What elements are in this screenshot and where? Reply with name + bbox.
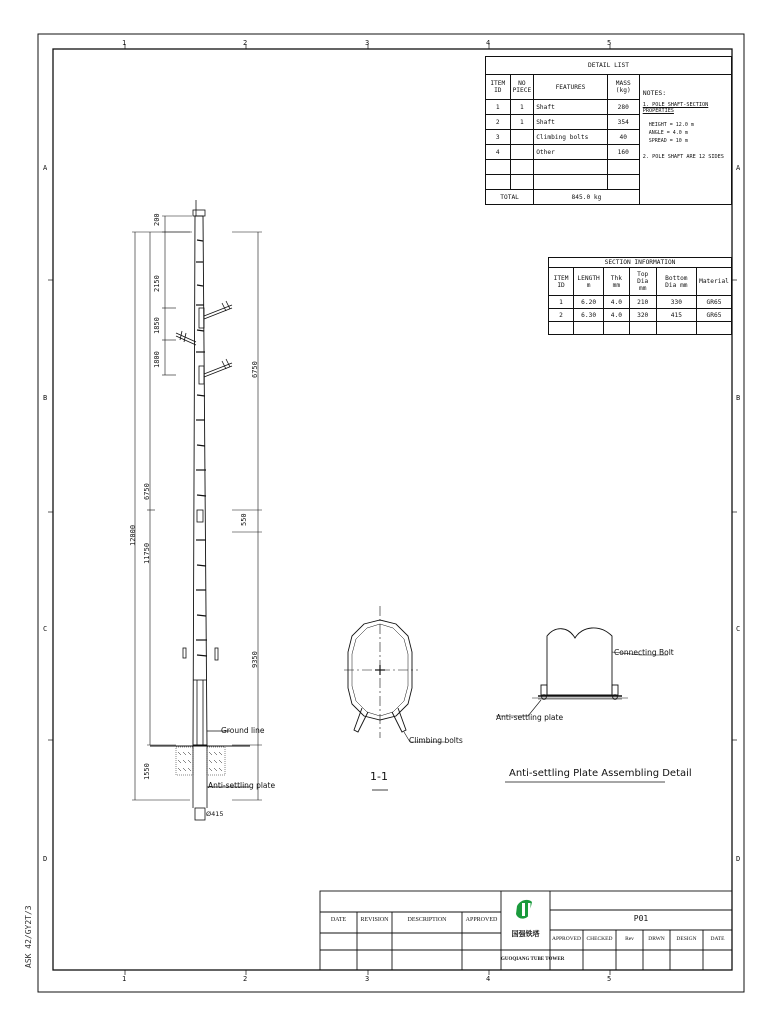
pole-shaft [193,216,207,745]
zone-number-top: 5 [607,39,612,47]
cell: 330 [656,296,696,309]
tb-header-description: DESCRIPTION [407,917,447,923]
cell: 6.20 [574,296,604,309]
cell: 160 [607,145,639,160]
tb-header-date: DATE [330,917,347,923]
tb-header-approved: APPROVED [465,917,498,923]
note-1: 1. POLE SHAFT-SECTION PROPERTIES [642,102,709,114]
cell [549,322,574,335]
detail-anti-settling-label: Anti-settling plate [496,713,564,722]
dim-1850: 1850 [153,317,161,334]
zone-letter-left: C [43,625,48,633]
cell: 2 [486,115,511,130]
detail-list-title: DETAIL LIST [486,57,732,75]
total-label: TOTAL [486,190,534,205]
tb-date: DATE [710,936,725,942]
dim-1800: 1800 [153,351,161,368]
cell: 1 [510,100,534,115]
total-value: 845.0 kg [534,190,640,205]
climbing-bolts [196,240,207,656]
cell [604,322,630,335]
cell: Climbing bolts [534,130,608,145]
dim-6750-left: 6750 [143,483,151,500]
dim-9350: 9350 [251,651,259,668]
tb-header-revision: REVISION [360,917,389,923]
cell: 320 [629,309,656,322]
col-header-features: FEATURES [534,75,608,100]
dim-1550: 1550 [143,763,151,780]
tb-rev: Rev [625,936,634,942]
cell: Shaft [534,100,608,115]
cell [510,145,534,160]
company-name-en: GUOQIANG TUBE TOWER [501,957,565,962]
note-angle: ANGLE = 4.0 m [648,130,688,136]
cell: 4 [486,145,511,160]
cell [607,175,639,190]
zone-number-bottom: 3 [365,975,370,983]
table-row [549,309,732,322]
zone-letter-right: A [736,164,741,172]
col-header-thk: Thk mm [604,268,630,296]
col-header-piece: NO PIECE [510,75,534,100]
zone-number-bottom: 1 [122,975,127,983]
cell: Other [534,145,608,160]
cell: 354 [607,115,639,130]
dim-200: 200 [153,213,161,226]
tb-design: DESIGN [676,936,697,942]
cell [486,175,511,190]
cell: 2 [549,309,574,322]
connecting-bolt-label: Connecting Bolt [614,648,674,657]
doc-code: ASK 42/GY2T/3 [24,905,33,968]
zone-number-top: 2 [243,39,248,47]
detail-list-table [485,56,732,205]
zone-number-top: 1 [122,39,127,47]
zone-letter-right: B [736,394,741,402]
dim-550: 550 [240,513,248,526]
anti-settling-plate-label: Anti-settling plate [208,781,276,790]
climbing-bolt-left [354,708,368,732]
zone-letter-left: B [43,394,48,402]
dim-12000: 12000 [129,524,137,546]
cell: 3 [486,130,511,145]
note-spread: SPREAD = 10 m [648,138,688,144]
cell [510,160,534,175]
cell [510,130,534,145]
tb-checked: CHECKED [586,936,613,942]
col-header-length: LENGTH m [574,268,604,296]
climbing-bolt-right [392,708,406,732]
zone-number-top: 3 [365,39,370,47]
col-header-top-dia: Top Dia mm [629,268,656,296]
soil-hatch [176,747,225,775]
cell: 4.0 [604,309,630,322]
zone-number-bottom: 2 [243,975,248,983]
cell [574,322,604,335]
cell: 1 [510,115,534,130]
cell: 4.0 [604,296,630,309]
cell [697,322,732,335]
note-height: HEIGHT = 12.0 m [648,122,694,128]
climbing-bolts-label: Climbing bolts [409,736,463,745]
zone-letter-left: A [43,164,48,172]
cell [629,322,656,335]
dim-11750: 11750 [143,542,151,564]
cell: 1 [549,296,574,309]
cell: 6.30 [574,309,604,322]
cell: 415 [656,309,696,322]
col-header-mass: MASS (kg) [607,75,639,100]
notes-title: NOTES: [642,89,667,97]
detail-title: Anti-settling Plate Assembling Detail [509,768,692,779]
table-row [549,296,732,309]
section-view [344,606,445,790]
dim-2150: 2150 [153,275,161,292]
note-2: 2. POLE SHAFT ARE 12 SIDES [642,154,724,160]
cell: 1 [486,100,511,115]
cell [656,322,696,335]
pole-section-outline [547,628,612,695]
cell: GR65 [697,296,732,309]
col-header-material: Material [697,268,732,296]
zone-number-bottom: 5 [607,975,612,983]
tb-drawn: DRWN [648,936,665,942]
notes-cell [639,75,731,205]
zone-number-bottom: 4 [486,975,491,983]
zone-letter-right: D [736,855,741,863]
section-info-title: SECTION INFORMATION [549,258,732,268]
zone-letter-left: D [43,855,48,863]
ground-line-label: Ground line [221,726,265,735]
company-logo-icon [516,900,532,919]
base-diameter-label: Ø415 [206,810,224,818]
section-title: 1-1 [370,770,388,783]
cell [534,160,608,175]
col-header-item: ITEM ID [486,75,511,100]
cell [510,175,534,190]
drawing-title: P01 [633,914,649,923]
table-row [549,322,732,335]
cell: 40 [607,130,639,145]
dim-6750-right: 6750 [251,361,259,378]
cell [486,160,511,175]
col-header-item: ITEM ID [549,268,574,296]
zone-number-top: 4 [486,39,491,47]
dimension-lines-left [132,216,192,800]
cell [607,160,639,175]
cell [534,175,608,190]
cell: GR65 [697,309,732,322]
company-name-cn: 国强铁塔 [511,930,540,938]
cell: 210 [629,296,656,309]
section-info-table [548,257,732,335]
cell: Shaft [534,115,608,130]
tb-approved: APPROVED [551,936,582,942]
col-header-bottom-dia: Bottom Dia mm [656,268,696,296]
zone-letter-right: C [736,625,741,633]
cell: 280 [607,100,639,115]
